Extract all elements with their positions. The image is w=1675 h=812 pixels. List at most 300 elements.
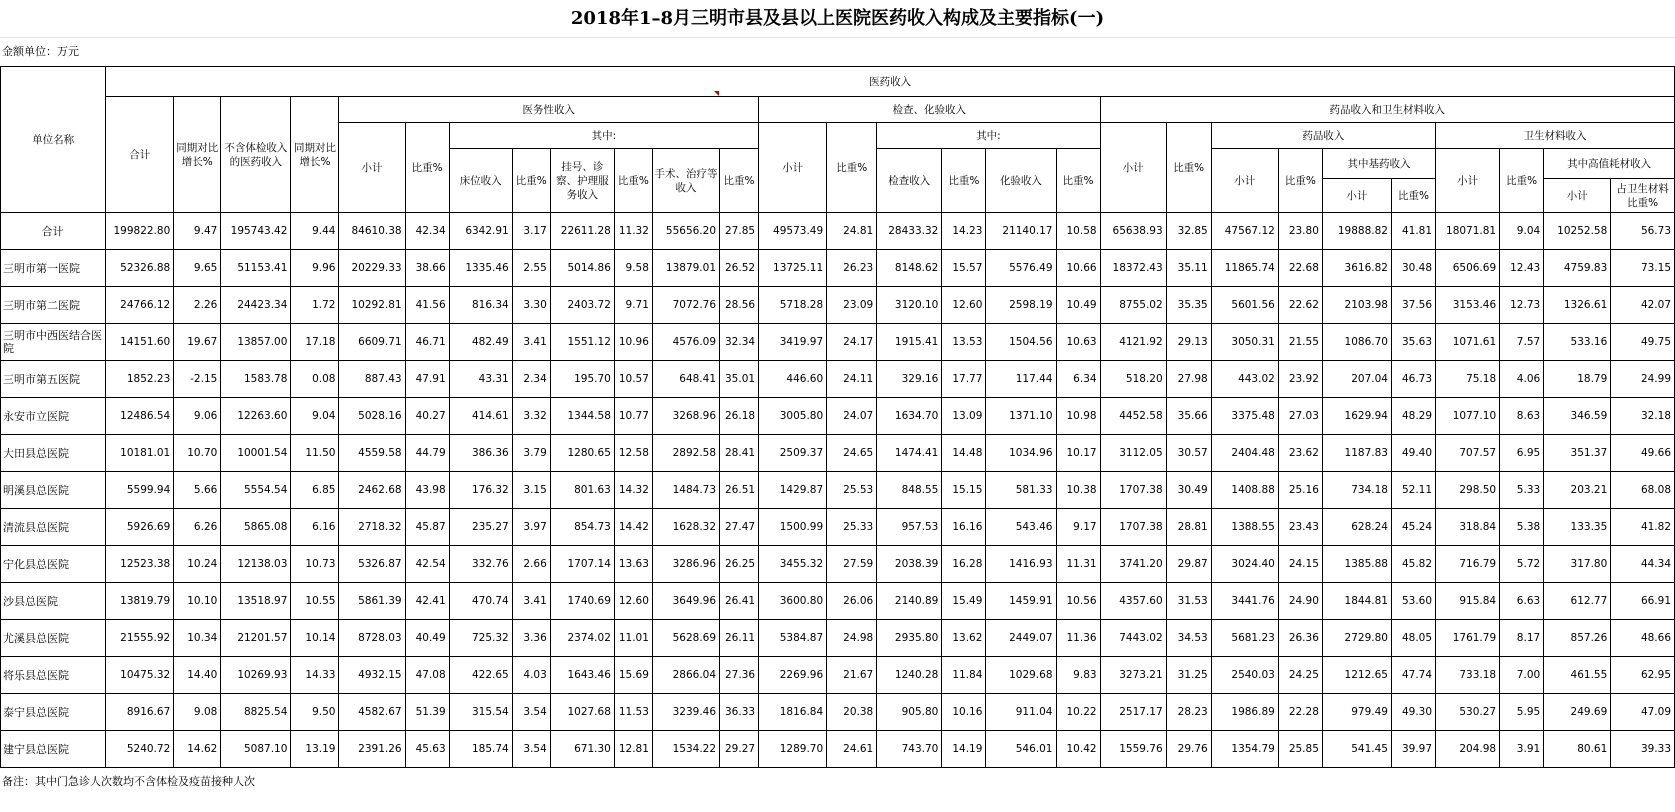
- table-cell: 1816.84: [759, 694, 827, 731]
- table-cell: 66.91: [1611, 583, 1675, 620]
- table-row: [1, 583, 1675, 620]
- amount-unit-label: 金额单位：万元: [2, 45, 79, 58]
- table-cell: 443.02: [1211, 361, 1278, 398]
- table-cell: 9.65: [174, 250, 221, 287]
- table-cell: 5576.49: [986, 250, 1056, 287]
- header-service-income: 医务性收入: [339, 97, 759, 123]
- table-cell: 1629.94: [1322, 398, 1391, 435]
- header-excl-income: 不含体检收入的医药收入: [221, 97, 291, 213]
- table-cell: 13879.01: [652, 250, 719, 287]
- table-cell: 10.77: [614, 398, 652, 435]
- table-cell: 317.80: [1544, 546, 1611, 583]
- table-cell: 1915.41: [877, 324, 942, 361]
- table-cell: 10.10: [174, 583, 221, 620]
- table-cell: 7.00: [1500, 657, 1544, 694]
- table-cell: 3120.10: [877, 287, 942, 324]
- table-cell: 3441.76: [1211, 583, 1278, 620]
- table-cell: 4582.67: [339, 694, 405, 731]
- table-cell: 12138.03: [221, 546, 291, 583]
- table-cell: 26.41: [720, 583, 759, 620]
- table-cell: 27.36: [720, 657, 759, 694]
- table-cell: 84610.38: [339, 213, 405, 250]
- table-cell: 10.96: [614, 324, 652, 361]
- table-cell: 29.27: [720, 731, 759, 768]
- table-cell: 8728.03: [339, 620, 405, 657]
- table-cell: 5599.94: [106, 472, 174, 509]
- row-label: 明溪县总医院: [1, 472, 106, 509]
- row-label: 永安市立医院: [1, 398, 106, 435]
- table-cell: 32.18: [1611, 398, 1675, 435]
- table-cell: 10.58: [1056, 213, 1100, 250]
- table-cell: 2403.72: [550, 287, 614, 324]
- table-cell: 3273.21: [1100, 657, 1166, 694]
- table-cell: 24.90: [1278, 583, 1322, 620]
- total-row: [1, 213, 1675, 250]
- header-drug-ratio: 比重%: [1278, 149, 1322, 213]
- table-cell: 41.81: [1391, 213, 1435, 250]
- table-cell: 1559.76: [1100, 731, 1166, 768]
- table-cell: 671.30: [550, 731, 614, 768]
- table-cell: 49.66: [1611, 435, 1675, 472]
- table-cell: 9.83: [1056, 657, 1100, 694]
- table-cell: 518.20: [1100, 361, 1166, 398]
- table-cell: 3005.80: [759, 398, 827, 435]
- header-drug-supply-ratio: 比重%: [1166, 123, 1211, 213]
- table-cell: 12.58: [614, 435, 652, 472]
- header-lab-ratio: 比重%: [1056, 149, 1100, 213]
- table-cell: 10.57: [614, 361, 652, 398]
- table-cell: 386.36: [449, 435, 512, 472]
- table-cell: 24423.34: [221, 287, 291, 324]
- table-cell: 1388.55: [1211, 509, 1278, 546]
- table-cell: 41.82: [1611, 509, 1675, 546]
- table-cell: 1187.83: [1322, 435, 1391, 472]
- table-cell: 13.09: [942, 398, 986, 435]
- table-cell: 5.72: [1500, 546, 1544, 583]
- table-cell: 12.60: [942, 287, 986, 324]
- table-cell: 26.25: [720, 546, 759, 583]
- row-label: 合计: [1, 213, 106, 250]
- sheet-title: 2018年1–8月三明市县及县以上医院医药收入构成及主要指标(一): [0, 0, 1675, 38]
- table-cell: 23.43: [1278, 509, 1322, 546]
- table-cell: 1643.46: [550, 657, 614, 694]
- table-cell: 2103.98: [1322, 287, 1391, 324]
- table-cell: 12263.60: [221, 398, 291, 435]
- table-cell: 2269.96: [759, 657, 827, 694]
- table-cell: 9.71: [614, 287, 652, 324]
- table-cell: 8.17: [1500, 620, 1544, 657]
- table-cell: 5384.87: [759, 620, 827, 657]
- data-table: [0, 66, 1675, 768]
- table-cell: 22.68: [1278, 250, 1322, 287]
- table-cell: 2.66: [512, 546, 550, 583]
- table-cell: 4559.58: [339, 435, 405, 472]
- table-cell: 24.15: [1278, 546, 1322, 583]
- header-unit-name: 单位名称: [1, 67, 106, 213]
- table-cell: 24766.12: [106, 287, 174, 324]
- table-cell: 10292.81: [339, 287, 405, 324]
- table-cell: 816.34: [449, 287, 512, 324]
- header-total: 合计: [106, 97, 174, 213]
- table-cell: 1474.41: [877, 435, 942, 472]
- table-cell: 6.16: [291, 509, 339, 546]
- table-cell: 3600.80: [759, 583, 827, 620]
- table-cell: 26.51: [720, 472, 759, 509]
- table-row: [1, 287, 1675, 324]
- table-cell: 12.60: [614, 583, 652, 620]
- table-cell: 546.01: [986, 731, 1056, 768]
- table-cell: 47.74: [1391, 657, 1435, 694]
- table-cell: 24.61: [827, 731, 877, 768]
- table-cell: 3419.97: [759, 324, 827, 361]
- table-cell: 1408.88: [1211, 472, 1278, 509]
- header-med-income: 医药收入: [106, 67, 1675, 97]
- header-bed-ratio: 比重%: [512, 149, 550, 213]
- table-cell: 9.06: [174, 398, 221, 435]
- table-cell: 24.11: [827, 361, 877, 398]
- table-row: [1, 546, 1675, 583]
- table-cell: 18071.81: [1436, 213, 1500, 250]
- table-cell: 5681.23: [1211, 620, 1278, 657]
- table-cell: 5.95: [1500, 694, 1544, 731]
- table-cell: 1504.56: [986, 324, 1056, 361]
- table-cell: 32.34: [720, 324, 759, 361]
- table-cell: 27.85: [720, 213, 759, 250]
- table-cell: 10.73: [291, 546, 339, 583]
- table-cell: 25.33: [827, 509, 877, 546]
- table-cell: 12.81: [614, 731, 652, 768]
- table-cell: 3.79: [512, 435, 550, 472]
- table-cell: 1986.89: [1211, 694, 1278, 731]
- table-cell: 117.44: [986, 361, 1056, 398]
- header-exam-of-which: 其中:: [877, 123, 1100, 149]
- table-cell: 204.98: [1436, 731, 1500, 768]
- table-cell: 13.19: [291, 731, 339, 768]
- table-cell: 2892.58: [652, 435, 719, 472]
- table-cell: 915.84: [1436, 583, 1500, 620]
- table-cell: 1484.73: [652, 472, 719, 509]
- table-cell: 5601.56: [1211, 287, 1278, 324]
- table-cell: 3153.46: [1436, 287, 1500, 324]
- table-cell: 854.73: [550, 509, 614, 546]
- table-cell: 207.04: [1322, 361, 1391, 398]
- table-cell: 27.03: [1278, 398, 1322, 435]
- table-cell: 24.17: [827, 324, 877, 361]
- table-cell: 203.21: [1544, 472, 1611, 509]
- table-cell: 1071.61: [1436, 324, 1500, 361]
- table-cell: 8916.67: [106, 694, 174, 731]
- table-cell: 10.66: [1056, 250, 1100, 287]
- table-cell: 2462.68: [339, 472, 405, 509]
- table-cell: 3.36: [512, 620, 550, 657]
- table-cell: 734.18: [1322, 472, 1391, 509]
- table-cell: 53.60: [1391, 583, 1435, 620]
- table-cell: 195743.42: [221, 213, 291, 250]
- table-cell: 3268.96: [652, 398, 719, 435]
- table-cell: 1416.93: [986, 546, 1056, 583]
- table-cell: 14.48: [942, 435, 986, 472]
- table-cell: 3.97: [512, 509, 550, 546]
- table-cell: 199822.80: [106, 213, 174, 250]
- table-cell: 44.34: [1611, 546, 1675, 583]
- table-cell: 235.27: [449, 509, 512, 546]
- table-cell: 14.33: [291, 657, 339, 694]
- table-cell: 49.75: [1611, 324, 1675, 361]
- table-cell: 24.81: [827, 213, 877, 250]
- table-cell: 12.43: [1500, 250, 1544, 287]
- table-cell: 48.05: [1391, 620, 1435, 657]
- table-cell: -2.15: [174, 361, 221, 398]
- row-label: 清流县总医院: [1, 509, 106, 546]
- table-row: [1, 509, 1675, 546]
- table-cell: 2935.80: [877, 620, 942, 657]
- table-cell: 6.85: [291, 472, 339, 509]
- table-cell: 911.04: [986, 694, 1056, 731]
- table-cell: 1707.38: [1100, 509, 1166, 546]
- row-label: 泰宁县总医院: [1, 694, 106, 731]
- table-cell: 1029.68: [986, 657, 1056, 694]
- table-cell: 11.31: [1056, 546, 1100, 583]
- table-cell: 2509.37: [759, 435, 827, 472]
- table-cell: 14151.60: [106, 324, 174, 361]
- table-row: [1, 250, 1675, 287]
- header-exam-subtotal: 小计: [759, 123, 827, 213]
- table-cell: 13725.11: [759, 250, 827, 287]
- table-cell: 5087.10: [221, 731, 291, 768]
- table-cell: 15.49: [942, 583, 986, 620]
- table-cell: 3239.46: [652, 694, 719, 731]
- table-cell: 3375.48: [1211, 398, 1278, 435]
- table-cell: 56.73: [1611, 213, 1675, 250]
- table-cell: 7.57: [1500, 324, 1544, 361]
- table-cell: 75.18: [1436, 361, 1500, 398]
- table-cell: 14.62: [174, 731, 221, 768]
- table-cell: 10.24: [174, 546, 221, 583]
- table-cell: 22.62: [1278, 287, 1322, 324]
- table-cell: 3616.82: [1322, 250, 1391, 287]
- table-cell: 7072.76: [652, 287, 719, 324]
- table-cell: 4576.09: [652, 324, 719, 361]
- table-cell: 45.87: [405, 509, 449, 546]
- table-cell: 4932.15: [339, 657, 405, 694]
- table-cell: 3.41: [512, 583, 550, 620]
- table-cell: 1326.61: [1544, 287, 1611, 324]
- row-label: 三明市第一医院: [1, 250, 106, 287]
- table-cell: 346.59: [1544, 398, 1611, 435]
- table-cell: 1761.79: [1436, 620, 1500, 657]
- table-cell: 5865.08: [221, 509, 291, 546]
- table-cell: 24.65: [827, 435, 877, 472]
- table-cell: 27.47: [720, 509, 759, 546]
- table-cell: 857.26: [1544, 620, 1611, 657]
- table-cell: 1344.58: [550, 398, 614, 435]
- table-cell: 45.82: [1391, 546, 1435, 583]
- table-cell: 1385.88: [1322, 546, 1391, 583]
- table-cell: 29.76: [1166, 731, 1211, 768]
- table-cell: 47567.12: [1211, 213, 1278, 250]
- header-essential-subtotal: 小计: [1322, 179, 1391, 213]
- table-cell: 19888.82: [1322, 213, 1391, 250]
- table-cell: 29.13: [1166, 324, 1211, 361]
- table-cell: 1240.28: [877, 657, 942, 694]
- table-cell: 23.09: [827, 287, 877, 324]
- table-cell: 9.04: [291, 398, 339, 435]
- table-cell: 11865.74: [1211, 250, 1278, 287]
- table-cell: 48.66: [1611, 620, 1675, 657]
- table-cell: 628.24: [1322, 509, 1391, 546]
- table-cell: 11.84: [942, 657, 986, 694]
- table-cell: 26.23: [827, 250, 877, 287]
- table-cell: 51153.41: [221, 250, 291, 287]
- header-supply-income: 卫生材料收入: [1436, 123, 1675, 149]
- table-cell: 3741.20: [1100, 546, 1166, 583]
- table-cell: 5554.54: [221, 472, 291, 509]
- table-row: [1, 361, 1675, 398]
- table-cell: 21.67: [827, 657, 877, 694]
- table-cell: 10269.93: [221, 657, 291, 694]
- table-cell: 1500.99: [759, 509, 827, 546]
- table-cell: 26.18: [720, 398, 759, 435]
- table-cell: 24.25: [1278, 657, 1322, 694]
- table-cell: 42.54: [405, 546, 449, 583]
- table-cell: 461.55: [1544, 657, 1611, 694]
- table-cell: 43.98: [405, 472, 449, 509]
- row-label: 三明市中西医结合医院: [1, 324, 106, 361]
- table-cell: 2.34: [512, 361, 550, 398]
- table-cell: 5718.28: [759, 287, 827, 324]
- header-drug-subtotal: 小计: [1211, 149, 1278, 213]
- table-row: [1, 324, 1675, 361]
- header-bed-income: 床位收入: [449, 149, 512, 213]
- table-cell: 26.11: [720, 620, 759, 657]
- table-cell: 11.53: [614, 694, 652, 731]
- header-reg-income: 挂号、诊察、护理服务收入: [550, 149, 614, 213]
- table-cell: 2140.89: [877, 583, 942, 620]
- table-cell: 28.41: [720, 435, 759, 472]
- table-cell: 1086.70: [1322, 324, 1391, 361]
- row-label: 尤溪县总医院: [1, 620, 106, 657]
- table-cell: 2449.07: [986, 620, 1056, 657]
- table-cell: 28.23: [1166, 694, 1211, 731]
- table-cell: 17.18: [291, 324, 339, 361]
- table-cell: 4.03: [512, 657, 550, 694]
- table-cell: 32.85: [1166, 213, 1211, 250]
- table-cell: 6609.71: [339, 324, 405, 361]
- footnote: 备注：其中门急诊人次数均不含体检及疫苗接种人次: [2, 775, 255, 788]
- table-cell: 40.27: [405, 398, 449, 435]
- table-cell: 3.41: [512, 324, 550, 361]
- table-cell: 11.01: [614, 620, 652, 657]
- table-cell: 733.18: [1436, 657, 1500, 694]
- table-cell: 45.63: [405, 731, 449, 768]
- header-supply-ratio: 比重%: [1500, 149, 1544, 213]
- table-cell: 3.17: [512, 213, 550, 250]
- table-cell: 8825.54: [221, 694, 291, 731]
- table-cell: 6.63: [1500, 583, 1544, 620]
- table-cell: 1707.38: [1100, 472, 1166, 509]
- table-cell: 37.56: [1391, 287, 1435, 324]
- table-cell: 2540.03: [1211, 657, 1278, 694]
- table-cell: 7443.02: [1100, 620, 1166, 657]
- table-cell: 10.42: [1056, 731, 1100, 768]
- table-cell: 2718.32: [339, 509, 405, 546]
- table-cell: 10.34: [174, 620, 221, 657]
- table-cell: 2.26: [174, 287, 221, 324]
- table-row: [1, 620, 1675, 657]
- table-cell: 14.42: [614, 509, 652, 546]
- table-cell: 5028.16: [339, 398, 405, 435]
- table-cell: 9.04: [1500, 213, 1544, 250]
- table-row: [1, 694, 1675, 731]
- row-label: 三明市第五医院: [1, 361, 106, 398]
- table-cell: 26.52: [720, 250, 759, 287]
- table-cell: 10.49: [1056, 287, 1100, 324]
- table-cell: 9.58: [614, 250, 652, 287]
- table-cell: 31.25: [1166, 657, 1211, 694]
- table-cell: 9.47: [174, 213, 221, 250]
- table-cell: 4121.92: [1100, 324, 1166, 361]
- comment-marker: [714, 91, 719, 96]
- table-cell: 24.07: [827, 398, 877, 435]
- table-cell: 15.69: [614, 657, 652, 694]
- table-cell: 533.16: [1544, 324, 1611, 361]
- table-cell: 5326.87: [339, 546, 405, 583]
- table-cell: 1844.81: [1322, 583, 1391, 620]
- header-lab-income: 化验收入: [986, 149, 1056, 213]
- table-cell: 10.98: [1056, 398, 1100, 435]
- table-cell: 10.55: [291, 583, 339, 620]
- table-cell: 3.32: [512, 398, 550, 435]
- table-row: [1, 398, 1675, 435]
- row-label: 三明市第二医院: [1, 287, 106, 324]
- header-drug-supply-subtotal: 小计: [1100, 123, 1166, 213]
- table-cell: 5861.39: [339, 583, 405, 620]
- header-check-income: 检查收入: [877, 149, 942, 213]
- table-cell: 80.61: [1544, 731, 1611, 768]
- table-cell: 13.62: [942, 620, 986, 657]
- table-cell: 1429.87: [759, 472, 827, 509]
- table-cell: 329.16: [877, 361, 942, 398]
- table-cell: 22611.28: [550, 213, 614, 250]
- header-yoy2: 同期对比增长%: [291, 97, 339, 213]
- table-cell: 36.33: [720, 694, 759, 731]
- table-cell: 27.59: [827, 546, 877, 583]
- table-cell: 14.19: [942, 731, 986, 768]
- table-cell: 10475.32: [106, 657, 174, 694]
- table-cell: 1212.65: [1322, 657, 1391, 694]
- table-cell: 414.61: [449, 398, 512, 435]
- table-cell: 41.56: [405, 287, 449, 324]
- table-cell: 2038.39: [877, 546, 942, 583]
- table-cell: 38.66: [405, 250, 449, 287]
- table-cell: 10.17: [1056, 435, 1100, 472]
- table-cell: 2866.04: [652, 657, 719, 694]
- table-cell: 9.50: [291, 694, 339, 731]
- table-row: [1, 731, 1675, 768]
- table-cell: 1.72: [291, 287, 339, 324]
- table-cell: 6.34: [1056, 361, 1100, 398]
- table-cell: 2729.80: [1322, 620, 1391, 657]
- table-cell: 10252.58: [1544, 213, 1611, 250]
- table-cell: 9.44: [291, 213, 339, 250]
- table-cell: 1628.32: [652, 509, 719, 546]
- table-cell: 49.30: [1391, 694, 1435, 731]
- table-cell: 1740.69: [550, 583, 614, 620]
- table-cell: 4759.83: [1544, 250, 1611, 287]
- header-drug-income: 药品收入: [1211, 123, 1435, 149]
- table-cell: 26.06: [827, 583, 877, 620]
- table-cell: 6.95: [1500, 435, 1544, 472]
